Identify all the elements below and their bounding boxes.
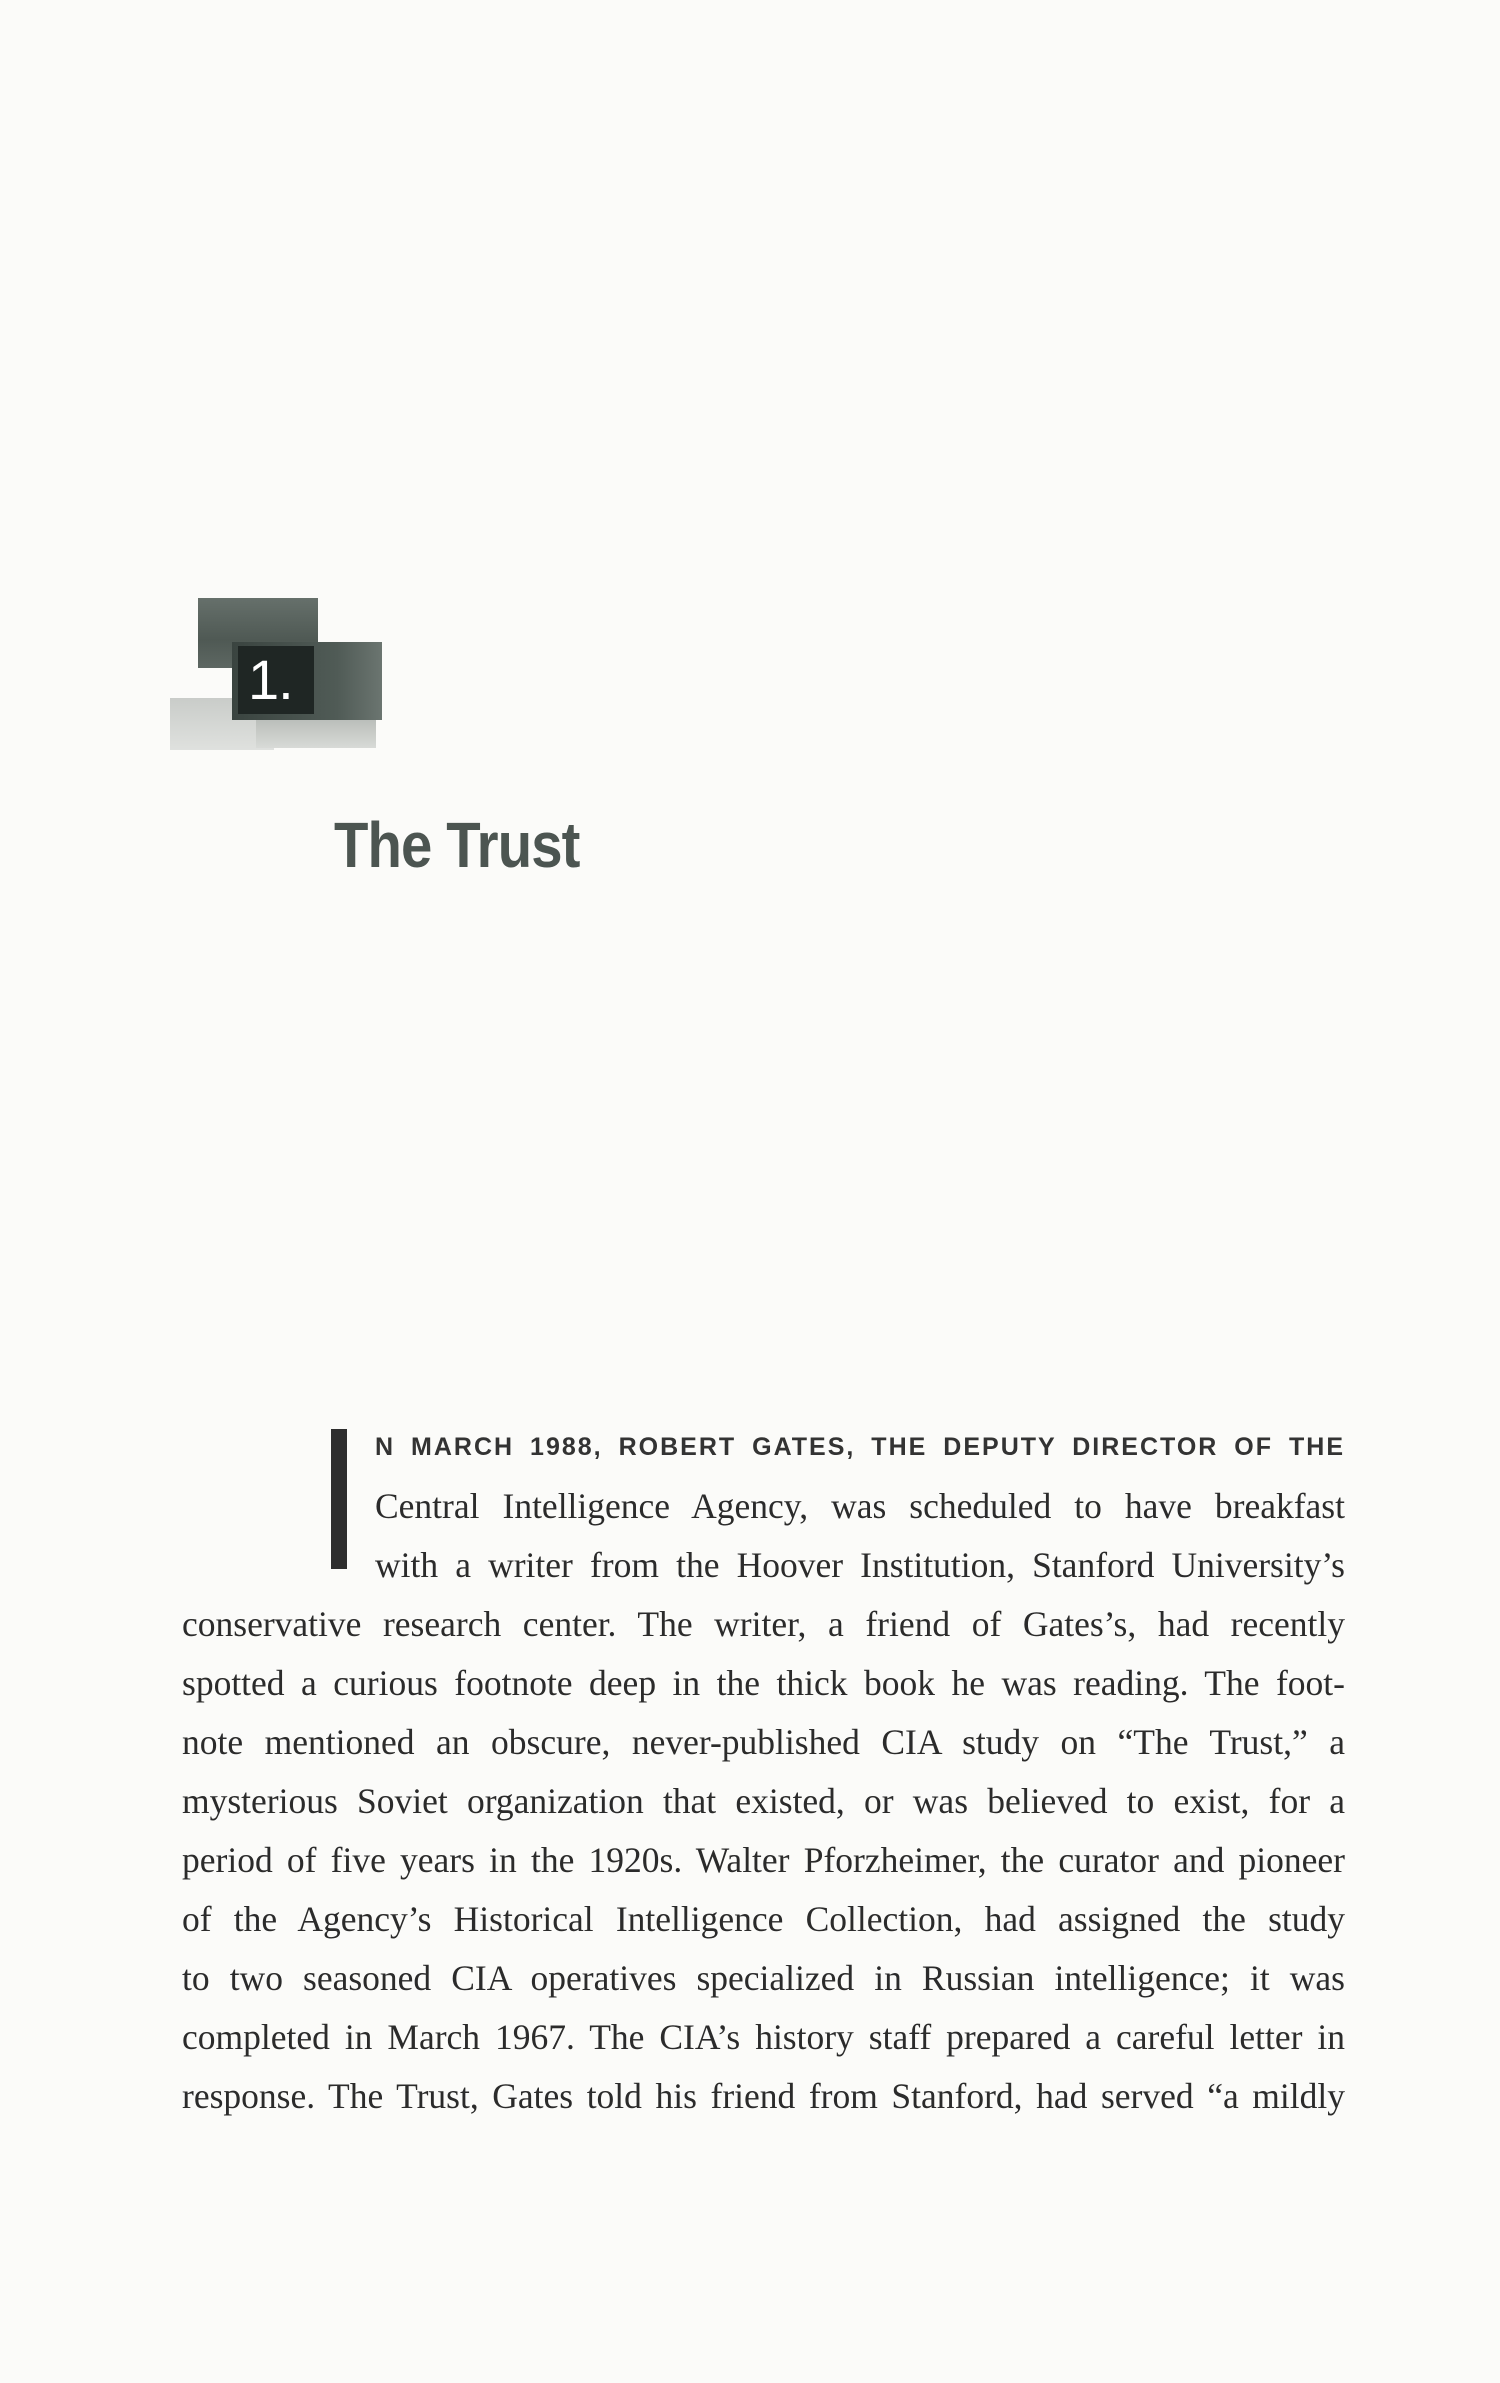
- body-line: spotted a curious footnote deep in the thick book he was reading. The foot-: [182, 1663, 1345, 1703]
- body-line: N MARCH 1988, ROBERT GATES, THE DEPUTY DIRECTOR OF THE: [375, 1433, 1345, 1461]
- body-line: period of five years in the 1920s. Walter Pforzheimer, the curator and pioneer: [182, 1840, 1345, 1880]
- body-paragraph: [182, 1418, 1345, 2126]
- body-line: to two seasoned CIA operatives specialized in Russian intelligence; it was: [182, 1958, 1345, 1998]
- chapter-number-emblem: [170, 598, 386, 758]
- body-line: completed in March 1967. The CIA’s history staff prepared a careful letter in: [182, 2017, 1345, 2057]
- body-line: conservative research center. The writer, a friend of Gates’s, had recently: [182, 1604, 1345, 1644]
- body-line: mysterious Soviet organization that existed, or was believed to exist, for a: [182, 1781, 1345, 1821]
- body-line: with a writer from the Hoover Institution, Stanford University’s: [375, 1545, 1345, 1585]
- body-line: of the Agency’s Historical Intelligence Collection, had assigned the study: [182, 1899, 1345, 1939]
- body-line: Central Intelligence Agency, was scheduled to have breakfast: [375, 1486, 1345, 1526]
- body-line: response. The Trust, Gates told his friend from Stanford, had served “a mildly: [182, 2076, 1345, 2116]
- chapter-number: 1.: [248, 648, 293, 711]
- chapter-title: The Trust: [334, 809, 580, 881]
- body-line: note mentioned an obscure, never-published CIA study on “The Trust,” a: [182, 1722, 1345, 1762]
